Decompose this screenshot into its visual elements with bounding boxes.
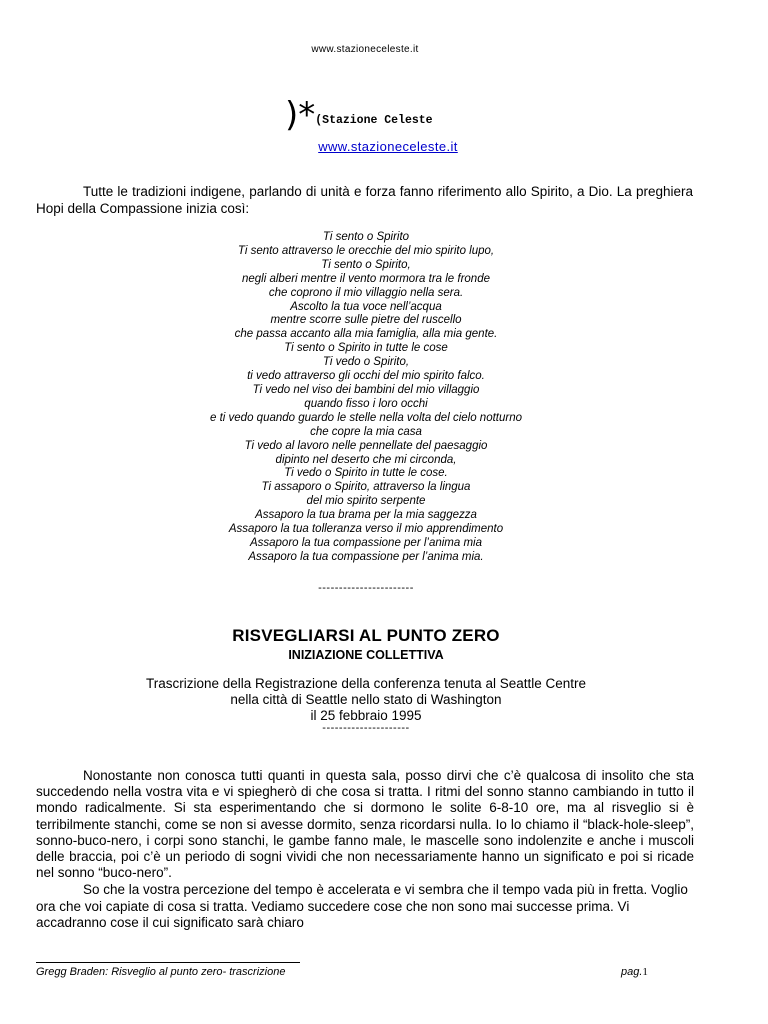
poem-line: Ti vedo al lavoro nelle pennellate del paesaggio [244, 439, 488, 452]
body-paragraph: Nonostante non conosca tutti quanti in questa sala, posso dirvi che c’è qualcosa di insolito che sta succedendo nella vostra vita e vi spiegherò di che cosa si tratta. I ritmi del sonno stanno cambiando in tutto il mondo radicalmente. Si sta esperimentando che si dormono le solite 6-8-10 ore, ma al risveglio si è terribilmente stanchi, come se non si avesse dormito, senza ricordarsi nulla. Io lo chiamo il “black-hole-sleep”, sonno-buco-nero, i corpi sono stanchi, le gambe fanno male, le mascelle sono indolenzite e anche i muscoli delle braccia, poi c’è un periodo di sogni vividi che non necessariamente hanno un significato e poi si ricade nel sonno “buco-nero”. [36, 768, 694, 881]
footer-title: Gregg Braden: Risveglio al punto zero- trascrizione [36, 966, 286, 978]
section-subtitle: INIZIAZIONE COLLETTIVA [288, 648, 444, 662]
logo-name: (Stazione Celeste [315, 114, 433, 127]
poem-line: del mio spirito serpente [306, 495, 426, 508]
poem-line: che coprono il mio villaggio nella sera. [268, 286, 464, 299]
poem-line: ti vedo attraverso gli occhi del mio spirito falco. [247, 370, 485, 383]
website-link[interactable]: www.stazioneceleste.it [318, 139, 458, 154]
poem-line: quando fisso i loro occhi [304, 397, 428, 410]
transcript-line: nella città di Seattle nello stato di Washington [230, 692, 502, 707]
poem-line: Ascolto la tua voce nell’acqua [290, 300, 442, 313]
section-title: RISVEGLIARSI AL PUNTO ZERO [232, 626, 500, 645]
poem-line: che passa accanto alla mia famiglia, alla mia gente. [234, 328, 498, 341]
logo-mark: )* [285, 95, 316, 135]
transcript-line: il 25 febbraio 1995 [310, 708, 422, 723]
poem-line: e ti vedo quando guardo le stelle nella volta del cielo notturno [210, 411, 522, 424]
page-number [621, 966, 648, 978]
poem-line: Ti vedo nel viso dei bambini del mio villaggio [252, 383, 480, 396]
poem-line: Ti sento o Spirito [322, 231, 410, 243]
poem-line: Assaporo la tua brama per la mia saggezza [255, 509, 477, 522]
poem-line: Ti sento o Spirito, [321, 258, 411, 271]
hopi-prayer-poem [0, 231, 732, 565]
poem-line: Ti sento o Spirito in tutte le cose [284, 342, 448, 355]
separator-line: --------------------- [322, 722, 410, 734]
footer-rule [36, 962, 300, 963]
poem-line: mentre scorre sulle pietre del ruscello [270, 314, 462, 327]
intro-paragraph: Tutte le tradizioni indigene, parlando di unità e forza fanno riferimento allo Spirito, a Dio. La preghiera Hopi della Compassione inizia così: [36, 184, 693, 216]
poem-line: negli alberi mentre il vento mormora tra le fronde [241, 272, 490, 285]
poem-line: Ti vedo o Spirito, [322, 356, 410, 369]
poem-line: Assaporo la tua compassione per l’anima mia [249, 536, 483, 549]
poem-line: Assaporo la tua compassione per l’anima mia. [248, 550, 484, 563]
separator-line: ----------------------- [318, 582, 414, 594]
transcript-line: Trascrizione della Registrazione della conferenza tenuta al Seattle Centre [146, 676, 586, 691]
poem-line: Ti vedo o Spirito in tutte le cose. [284, 467, 448, 480]
transcript-note [0, 676, 732, 724]
header-url: www.stazioneceleste.it [311, 44, 419, 55]
poem-line: Assaporo la tua tolleranza verso il mio apprendimento [228, 523, 504, 536]
poem-line: Ti assaporo o Spirito, attraverso la lingua [261, 481, 471, 494]
page-number-value: 1 [642, 966, 648, 978]
poem-line: dipinto nel deserto che mi circonda, [275, 453, 457, 466]
poem-line: Ti sento attraverso le orecchie del mio spirito lupo, [237, 244, 495, 257]
body-paragraph: So che la vostra percezione del tempo è accelerata e vi sembra che il tempo vada più in fretta. Voglio ora che voi capiate di cosa si tratta. Vediamo succedere cose che non sono mai successe prima. Vi accadranno cose il cui significato sarà chiaro [36, 882, 688, 930]
page-label: pag. [621, 966, 643, 978]
site-logo [285, 95, 433, 135]
poem-line: che copre la mia casa [310, 425, 422, 438]
